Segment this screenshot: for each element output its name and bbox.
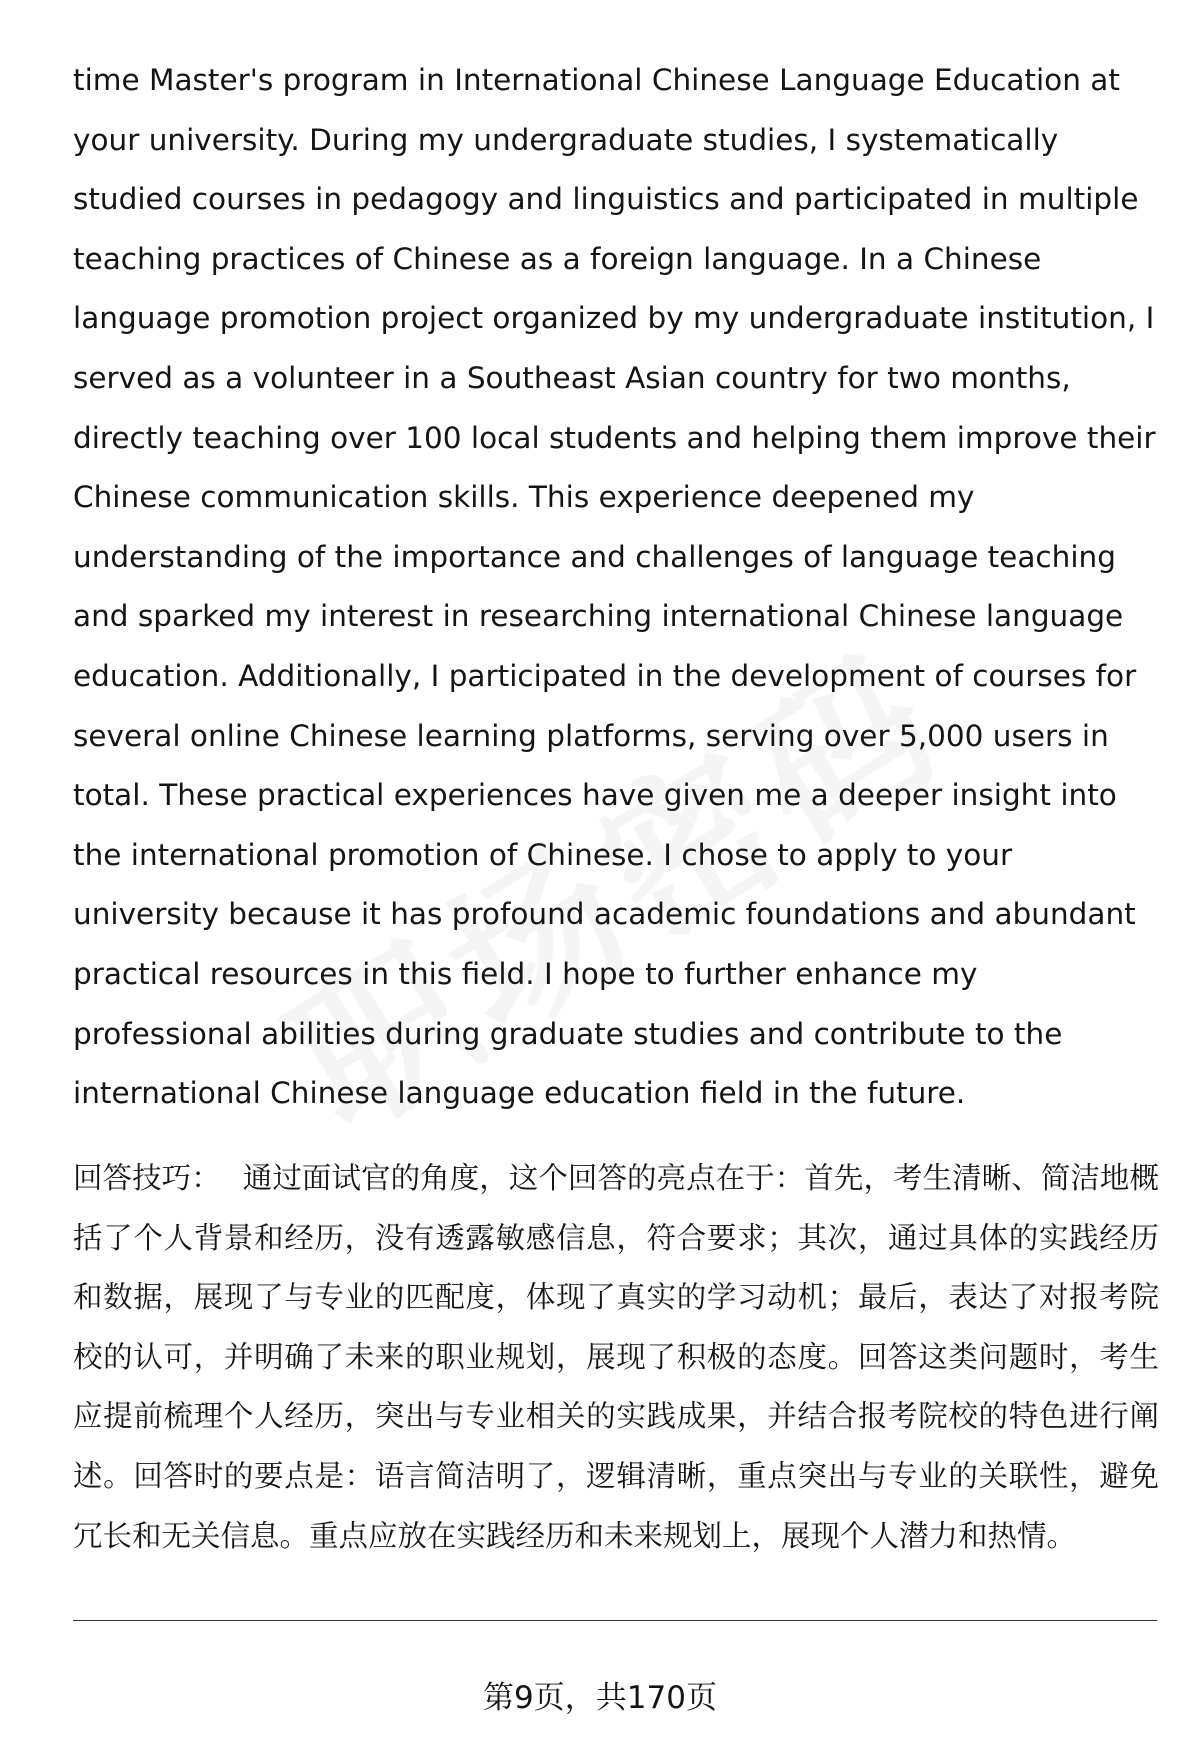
page-number: 第9页，共170页 bbox=[483, 1680, 717, 1716]
tips-label: 回答技巧： bbox=[73, 1161, 221, 1195]
tips-text: 通过面试官的角度，这个回答的亮点在于：首先，考生清晰、简洁地概括了个人背景和经历，没有透露敏感信息，符合要求；其次，通过具体的实践经历和数据，展现了与专业的匹配度，体现了真实的学习动机；最后，表达了对报考院校的认可，并明确了未来的职业规划，展现了积极的态度。回答这类问题时，考生应提前梳理个人经历，突出与专业相关的实践成果，并结合报考院校的特色进行阐述。回答时的要点是：语言简洁明了，逻辑清晰，重点突出与专业的关联性，避免冗长和无关信息。重点应放在实践经历和未来规划上，展现个人潜力和热情。 bbox=[73, 1161, 1159, 1553]
answer-english-paragraph: time Master's program in International Chinese Language Education at your university. During my undergraduate studies, I systematically studied courses in pedagogy and linguistics and participated in multiple teaching practices of Chinese as a foreign language. In a Chinese language promotion project organized by my undergraduate institution, I served as a volunteer in a Southeast Asian country for two months, directly teaching over 100 local students and helping them improve their Chinese communication skills. This experience deepened my understanding of the importance and challenges of language teaching and sparked my interest in researching international Chinese language education. Additionally, I participated in the development of courses for several online Chinese learning platforms, serving over 5,000 users in total. These practical experiences have given me a deeper insight into the international promotion of Chinese. I chose to apply to your university because it has profound academic foundations and abundant practical resources in this field. I hope to further enhance my professional abilities during graduate studies and contribute to the international Chinese language education field in the future. bbox=[73, 63, 1156, 1111]
footer-divider bbox=[73, 1620, 1157, 1621]
answer-tips-paragraph bbox=[73, 1149, 1159, 1566]
